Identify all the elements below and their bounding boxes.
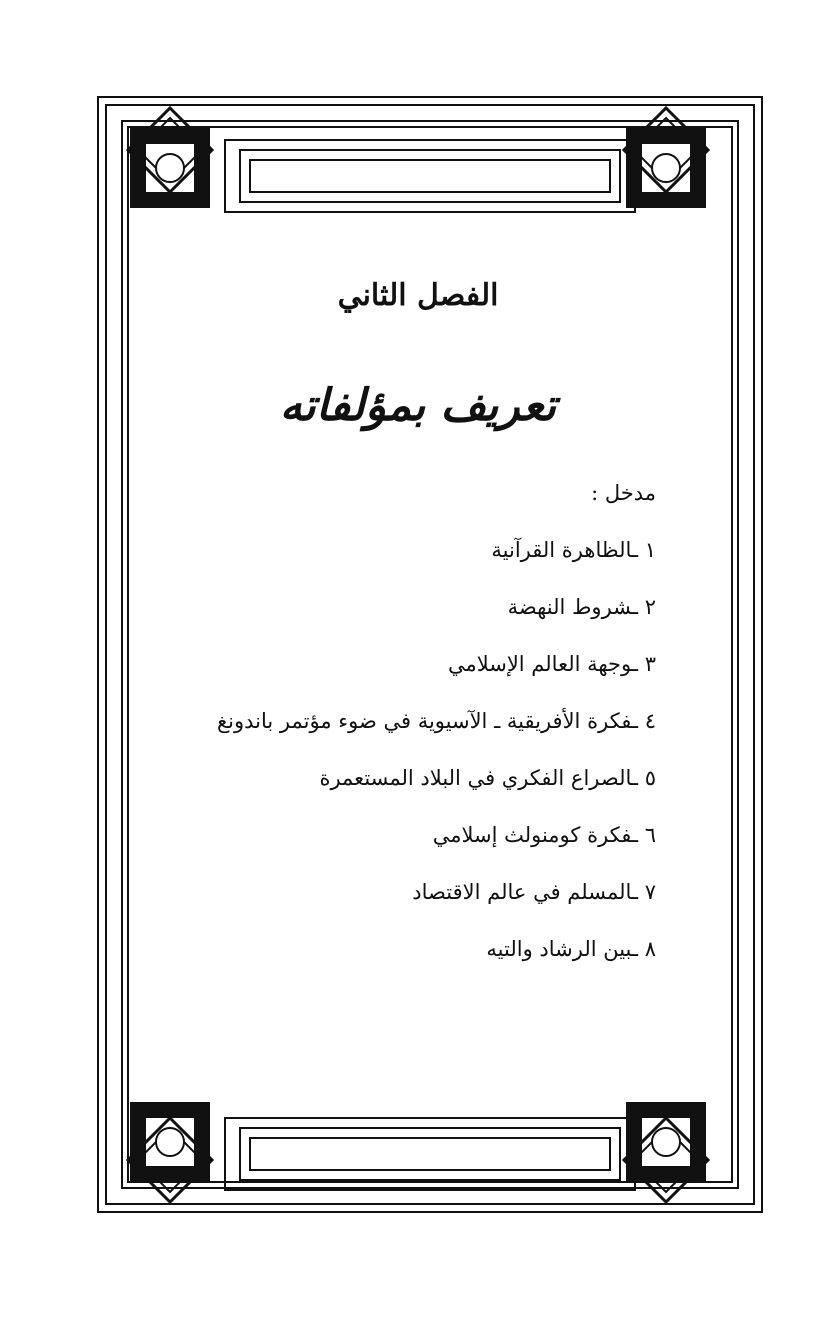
toc-intro: مدخل :: [591, 481, 656, 505]
toc-item: [136, 647, 656, 704]
toc-item-text: الصراع الفكري في البلاد المستعمرة: [319, 766, 632, 790]
chapter-label: الفصل الثاني: [337, 278, 499, 313]
toc-item-text: بين الرشاد والتيه: [486, 937, 632, 961]
toc-item-number: ٨: [644, 937, 656, 961]
toc-item-number: ٤: [644, 709, 656, 733]
toc-item-number: ١: [644, 538, 656, 562]
table-of-contents: [136, 476, 656, 989]
toc-item-dash: ـ: [631, 709, 645, 733]
toc-item-text: وجهة العالم الإسلامي: [447, 652, 632, 676]
toc-item-text: شروط النهضة: [507, 595, 632, 619]
toc-item-number: ٥: [644, 766, 656, 790]
toc-item-dash: ـ: [631, 823, 645, 847]
toc-item: [136, 761, 656, 818]
toc-item-dash: ـ: [631, 652, 645, 676]
toc-item-dash: ـ: [631, 766, 645, 790]
toc-item: [136, 932, 656, 989]
toc-item-number: ٣: [644, 652, 656, 676]
toc-item: [136, 875, 656, 932]
toc-item-dash: ـ: [631, 880, 645, 904]
toc-item: [136, 704, 656, 761]
corner-ornament-top-right: [624, 108, 708, 208]
toc-item-text: فكرة كومنولث إسلامي: [432, 823, 632, 847]
toc-item: [136, 818, 656, 875]
toc-item-dash: ـ: [631, 538, 645, 562]
toc-item-dash: ـ: [631, 595, 645, 619]
chapter-title: تعريف بمؤلفاته: [279, 380, 557, 431]
toc-item-number: ٦: [644, 823, 656, 847]
toc-item-dash: ـ: [631, 937, 645, 961]
corner-ornament-top-left: [128, 108, 212, 208]
toc-item-text: المسلم في عالم الاقتصاد: [412, 880, 632, 904]
toc-item-text: فكرة الأفريقية ـ الآسيوية في ضوء مؤتمر باندونغ: [216, 709, 632, 733]
toc-item-number: ٧: [644, 880, 656, 904]
toc-item: [136, 533, 656, 590]
toc-item: [136, 590, 656, 647]
toc-item-text: الظاهرة القرآنية: [491, 538, 632, 562]
toc-item-number: ٢: [644, 595, 656, 619]
